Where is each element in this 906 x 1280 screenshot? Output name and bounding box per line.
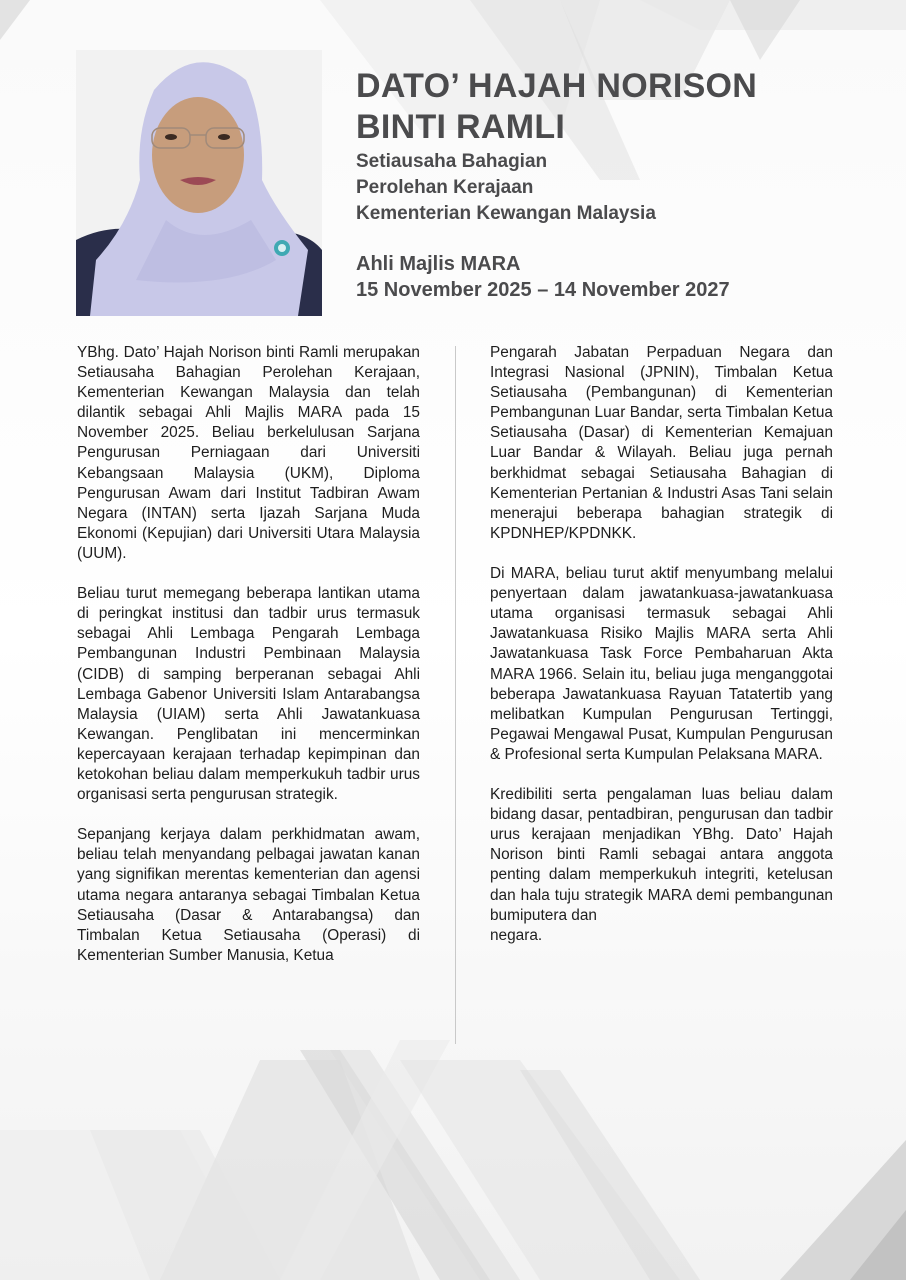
position-line: Perolehan Kerajaan bbox=[356, 177, 534, 198]
position-title bbox=[356, 149, 757, 227]
biography-paragraph: Beliau turut memegang beberapa lantikan utama di peringkat institusi dan tadbir urus termasuk sebagai Ahli Lembaga Pengarah Lembaga Pembangunan Industri Pembinaan Malaysia (CIDB) di samping berperanan sebagai Ahli Lembaga Gabenor Universiti Islam Antarabangsa Malaysia (UIAM) serta Ahli Jawatankuasa Kewangan. Penglibatan ini mencerminkan kepercayaan kerajaan terhadap kepimpinan dan ketokohan beliau dalam memperkukuh tadbir urus organisasi serta pengurusan strategik. bbox=[77, 585, 420, 804]
appointment-term: 15 November 2025 – 14 November 2027 bbox=[356, 279, 730, 301]
biography-final-line: negara. bbox=[490, 926, 543, 944]
appointment-role: Ahli Majlis MARA bbox=[356, 253, 521, 275]
biography-paragraph: Pengarah Jabatan Perpaduan Negara dan Integrasi Nasional (JPNIN), Timbalan Ketua Setiausaha (Pembangunan) di Kementerian Pembangunan Luar Bandar, serta Timbalan Ketua Setiausaha (Dasar) di Kementerian Kemajuan Luar Bandar & Wilayah. Beliau juga pernah berkhidmat sebagai Setiausaha Bahagian di Kementerian Pertanian & Industri Asas Tani selain menerajui beberapa bahagian strategik di KPDNHEP/KPDNKK. bbox=[490, 344, 833, 542]
person-name bbox=[356, 66, 757, 148]
biography-paragraph: YBhg. Dato’ Hajah Norison binti Ramli merupakan Setiausaha Bahagian Perolehan Kerajaan, Kementerian Kewangan Malaysia dan telah dilantik sebagai Ahli Majlis MARA pada 15 November 2025. Beliau berkelulusan Sarjana Pengurusan Perniagaan dari Universiti Kebangsaan Malaysia (UKM), Diploma Pengurusan Awam dari Institut Tadbiran Awam Negara (INTAN) serta Ijazah Sarjana Muda Ekonomi (Kepujian) dari Universiti Utara Malaysia (UUM). bbox=[77, 344, 420, 562]
column-divider bbox=[455, 346, 456, 1044]
position-line: Setiausaha Bahagian bbox=[356, 151, 548, 172]
biography-left-column bbox=[77, 343, 420, 986]
biography-paragraph: Kredibiliti serta pengalaman luas beliau dalam bidang dasar, pentadbiran, pengurusan dan tadbir urus kerajaan menjadikan YBhg. Dato’ Hajah Norison binti Ramli sebagai antara anggota penting dalam memperkukuh integriti, ketelusan dan hala tuju strategik MARA demi pembangunan bumiputera dan bbox=[490, 786, 833, 924]
portrait-photo bbox=[76, 50, 322, 316]
appointment-info bbox=[356, 251, 757, 303]
person-name-line-2: BINTI RAMLI bbox=[356, 108, 566, 146]
profile-header bbox=[356, 66, 757, 303]
position-line: Kementerian Kewangan Malaysia bbox=[356, 203, 656, 224]
biography-right-column bbox=[490, 343, 833, 946]
biography-paragraph: Sepanjang kerjaya dalam perkhidmatan awam, beliau telah menyandang pelbagai jawatan kanan yang signifikan merentas kementerian dan agensi utama negara antaranya sebagai Timbalan Ketua Setiausaha (Dasar & Antarabangsa) dan Timbalan Ketua Setiausaha (Operasi) di Kementerian Sumber Manusia, Ketua bbox=[77, 826, 420, 964]
biography-paragraph: Di MARA, beliau turut aktif menyumbang melalui penyertaan dalam jawatankuasa-jawatankuasa utama organisasi termasuk sebagai Ahli Jawatankuasa Risiko Majlis MARA serta Ahli Jawatankuasa Task Force Pembaharuan Akta MARA 1966. Selain itu, beliau juga menganggotai beberapa Jawatankuasa Rayuan Tatatertib yang melibatkan Kumpulan Pengurusan Tertinggi, Pegawai Mengawal Pusat, Kumpulan Pengurusan & Profesional serta Kumpulan Pelaksana MARA. bbox=[490, 565, 833, 763]
person-name-line-1: DATO’ HAJAH NORISON bbox=[356, 67, 758, 105]
